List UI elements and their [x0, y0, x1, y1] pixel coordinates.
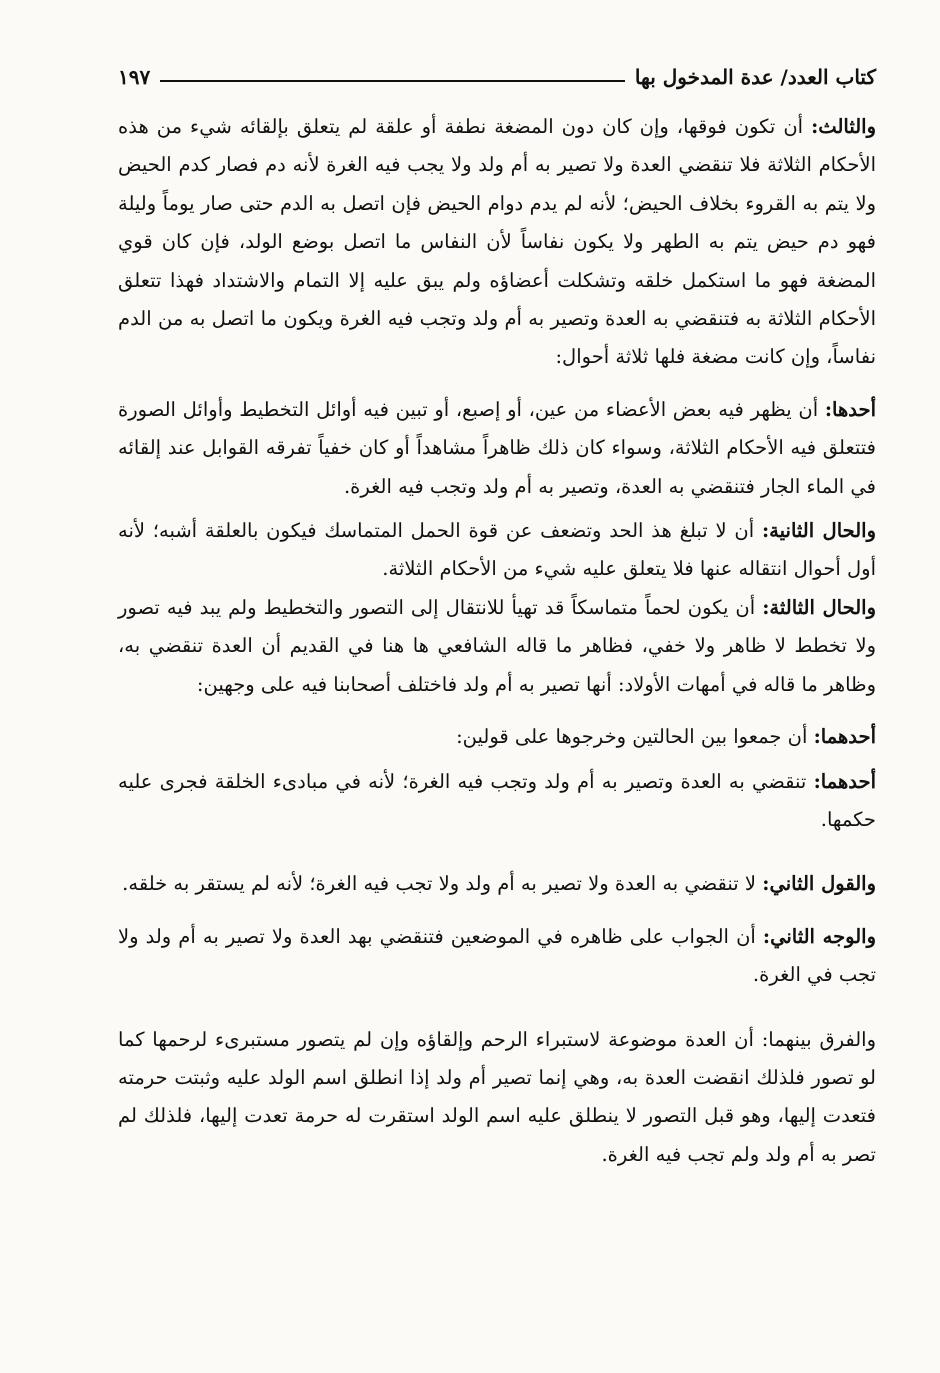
paragraph [118, 718, 876, 756]
paragraph [118, 589, 876, 704]
document-page [118, 60, 876, 1360]
paragraph-term: والوجه الثاني: [762, 924, 876, 948]
page-number: ١٩٧ [118, 65, 151, 89]
paragraph-term: أحدها: [824, 397, 876, 421]
page-body [118, 108, 876, 1174]
paragraph-text: أن تكون فوقها، وإن كان دون المضغة نطفة أو علقة لم يتعلق بإلقائه شيء من هذه الأحكام الثلاثة فلا تنقضي العدة ولا تصير به أم ولد ولا يجب فيه الغرة لأنه دم فصار كدم الحيض ولا يتم به القروء بخلاف الحيض؛ لأنه لم يدم دوام الحيض فإن اتصل به الدم حتى صار يوماً وليلة فهو دم حيض يتم به الطهر ولا يكون نفاساً لأن النفاس ما اتصل بوضع الولد، فإن كان قوي المضغة فهو ما استكمل خلقه وتشكلت أعضاؤه ولم يبق عليه إلا التمام والاشتداد فهذا تتعلق الأحكام الثلاثة به فتنقضي به العدة وتصير به أم ولد وتجب فيه الغرة ويكون ما اتصل به من الدم نفاساً، وإن كانت مضغة فلها ثلاثة أحوال: [118, 115, 876, 369]
paragraph-term: والحال الثالثة: [762, 595, 876, 619]
paragraph [118, 865, 876, 903]
paragraph-term: والثالث: [811, 115, 876, 138]
paragraph [118, 108, 876, 377]
paragraph-text: أن جمعوا بين الحالتين وخرجوها على قولين: [456, 725, 814, 749]
header-rule [160, 80, 625, 82]
running-title: كتاب العدد/ عدة المدخول بها [634, 65, 876, 89]
paragraph-text: أن الجواب على ظاهره في الموضعين فتنقضي بهد العدة ولا تصير به أم ولد ولا تجب في الغرة. [118, 924, 876, 987]
paragraph [118, 391, 876, 506]
page-header [118, 60, 876, 94]
paragraph-text: أن يظهر فيه بعض الأعضاء من عين، أو إصبع، أو تبين فيه أوائل التخطيط وأوائل الصورة فتتعلق فيه الأحكام الثلاثة، وسواء كان ذلك ظاهراً مشاهداً أو كان خفياً تفرقه القوابل عند إلقائه في الماء الجار فتنقضي به العدة، وتصير به أم ولد وتجب فيه الغرة. [118, 397, 876, 498]
paragraph [118, 512, 876, 589]
paragraph-term: والقول الثاني: [762, 872, 876, 896]
paragraph [118, 1021, 876, 1175]
paragraph [118, 918, 876, 995]
paragraph [118, 763, 876, 840]
paragraph-text: تنقضي به العدة وتصير به أم ولد وتجب فيه الغرة؛ لأنه في مبادىء الخلقة فجرى عليه حكمها. [118, 769, 876, 831]
paragraph-term: والحال الثانية: [761, 519, 876, 543]
paragraph-text: أن يكون لحماً متماسكاً قد تهيأ للانتقال إلى التصور والتخطيط ولم يبد فيه تصور ولا تخطط لا ظاهر ولا خفي، فظاهر ما قاله الشافعي ها هنا في القديم أن العدة تنقضي به، وظاهر ما قاله في أمهات الأولاد: أنها تصير به أم ولد فاختلف أصحابنا فيه على وجهين: [118, 595, 876, 696]
paragraph-text: والفرق بينهما: أن العدة موضوعة لاستبراء الرحم وإلقاؤه وإن لم يتصور مستبرىء لرحمها كما لو تصور فلذلك انقضت العدة به، وهي إنما تصير أم ولد إذا انطلق اسم الولد عليه وثبتت حرمته فتعدت إليها، وهو قبل التصور لا ينطلق عليه اسم الولد استقرت له حرمة تعدت إليها، فلذلك لم تصر به أم ولد ولم تجب فيه الغرة. [118, 1027, 876, 1166]
paragraph-term: أحدهما: [813, 725, 876, 749]
paragraph-text: أن لا تبلغ هذ الحد وتضعف عن قوة الحمل المتماسك فيكون بالعلقة أشبه؛ لأنه أول أحوال انتقاله عنها فلا يتعلق عليه شيء من الأحكام الثلاثة. [118, 519, 876, 581]
paragraph-term: أحدهما: [813, 769, 876, 793]
paragraph-text: لا تنقضي به العدة ولا تصير به أم ولد ولا تجب فيه الغرة؛ لأنه لم يستقر به خلقه. [122, 872, 763, 896]
